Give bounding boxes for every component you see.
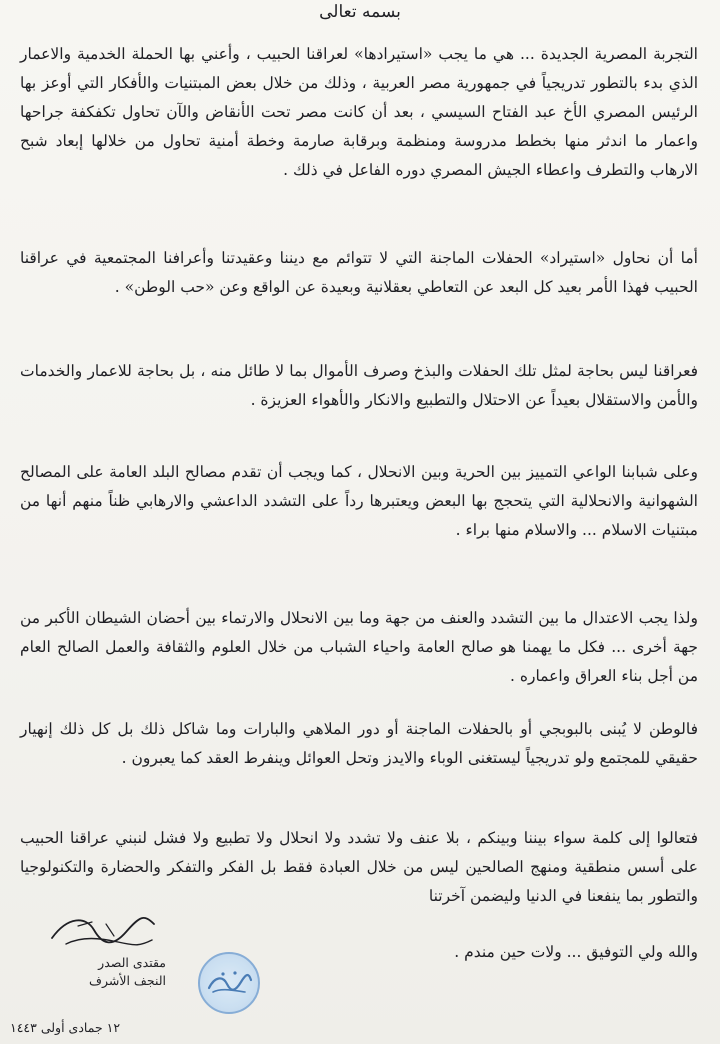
signature-scribble — [48, 908, 158, 954]
basmala-heading: بسمه تعالى — [319, 2, 401, 22]
signature-date: ١٢ جمادى أولى ١٤٤٣ — [10, 1020, 121, 1035]
signature-place: النجف الأشرف — [89, 973, 166, 988]
seal-calligraphy-icon — [205, 968, 253, 998]
paragraph-7: فتعالوا إلى كلمة سواء بيننا وبينكم ، بلا عنف ولا تشدد ولا انحلال ولا تطبيع ولا فشل لنبني عراقنا الحبيب على أسس منطقية ومنهج الصالحين ليس من خلال العبادة فقط بل الفكر والتفكر والحضارة والتكنولوجيا والتطور بما ينفعنا في الدنيا وليضمن آخرتنا — [20, 829, 698, 905]
paragraph-1: التجربة المصرية الجديدة ... هي ما يجب «استيرادها» لعراقنا الحبيب ، وأعني بها الحملة الخدمية والاعمار الذي بدء بالتطور تدريجياً في جمهورية مصر العربية ، وذلك من خلال بعض المبتنيات والأفكار التي أوعز بها الرئيس المصري الأخ عبد الفتاح السيسي ، بعد أن كانت مصر تحت الأنقاض والآن تحاول تكفكفة جراحها واعمار ما اندثر منها بخطط مدروسة ومنظمة وبرقابة صارمة وخطة أمنية تحاول من خلالها إبعاد شبح الارهاب والتطرف واعطاء الجيش المصري دوره الفاعل في ذلك . — [20, 45, 698, 179]
signature-text — [36, 954, 166, 990]
stamp-seal — [198, 952, 260, 1014]
closing-line: والله ولي التوفيق ... ولات حين مندم . — [454, 943, 698, 961]
paragraph-6: فالوطن لا يُبنى بالبوبجي أو بالحفلات الماجنة أو دور الملاهي والبارات وما شاكل ذلك بل كل ذلك إنهيار حقيقي للمجتمع ولو تدريجياً ليستغنى الوباء والايدز وتحل العوائل وينفرط العقد كما يعبرون . — [20, 720, 698, 767]
paragraph-2: أما أن نحاول «استيراد» الحفلات الماجنة التي لا تتوائم مع ديننا وعقيدتنا وأعرافنا المجتمعية في عراقنا الحبيب فهذا الأمر بعيد كل البعد عن التعاطي بعقلانية وبعيدة عن الواقع وعن «حب الوطن» . — [20, 249, 698, 296]
paragraph-3: فعراقنا ليس بحاجة لمثل تلك الحفلات والبذخ وصرف الأموال بما لا طائل منه ، بل بحاجة للاعمار والخدمات والأمن والاستقلال بعيداً عن الاحتلال والتطبيع والانكار والأهواء العزيزة . — [20, 362, 698, 409]
paragraph-4: وعلى شبابنا الواعي التمييز بين الحرية وبين الانحلال ، كما ويجب أن تقدم مصالح البلد العامة على المصالح الشهوانية والانحلالية التي يتحجج بها البعض ويعتبرها رداً على التشدد الداعشي والارهابي ظناً منهم أنها من مبتنيات الاسلام ... والاسلام منها براء . — [20, 463, 698, 539]
paragraph-5: ولذا يجب الاعتدال ما بين التشدد والعنف من جهة وما بين الانحلال والارتماء بين أحضان الشيطان الأكبر من جهة أخرى ... فكل ما يهمنا هو صالح العامة واحياء الشباب من خلال العلوم والثقافة والعمل الصالح العام من أجل بناء العراق واعماره . — [20, 609, 698, 685]
signature-name: مقتدى الصدر — [98, 955, 166, 970]
signature-block — [8, 908, 268, 1038]
